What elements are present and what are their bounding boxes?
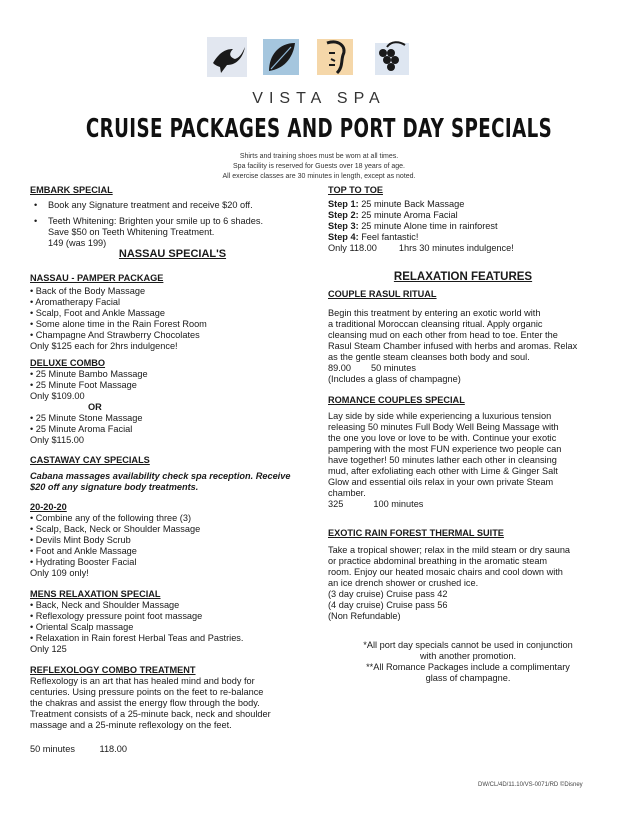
deluxe-heading: DELUXE COMBO	[30, 358, 106, 368]
embark-item: 149 (was 199)	[48, 238, 107, 248]
thermal-line: room. Enjoy our heated mosaic chairs and cool down with	[328, 567, 563, 577]
thermal-line: or practice abdominal breathing in the aromatic steam	[328, 556, 548, 566]
romance-line: mud, after exfoliating each other with Lime & Ginger Salt	[328, 466, 558, 476]
document-code: DW/CL/4D/11.10/VS-0071/RD ©Disney	[478, 782, 583, 788]
rasul-line: Rasul Steam Chamber infused with herbs and aromas. Relax	[328, 341, 578, 351]
step-label: Step 1:	[328, 199, 359, 209]
or-label: OR	[88, 402, 102, 412]
grapes-icon	[367, 35, 411, 79]
price-row	[328, 243, 598, 254]
list-item: • Teeth Whitening: Brighten your smile up to 6 shades.	[34, 216, 264, 226]
list-item: • 25 Minute Foot Massage	[30, 380, 137, 390]
cruise-pass: (3 day cruise) Cruise pass 42	[328, 589, 448, 599]
note-line: All exercise classes are 30 minutes in length, except as noted.	[222, 173, 416, 180]
list-item: • Reflexology pressure point foot massage	[30, 611, 203, 621]
price: Only $109.00	[30, 391, 85, 401]
list-item: • Champagne And Strawberry Chocolates	[30, 330, 200, 340]
step-label: Step 2:	[328, 210, 359, 220]
brand-name: VISTA SPA	[252, 90, 386, 107]
note-line: Spa facility is reserved for Guests over 18 years of age.	[233, 163, 405, 170]
list-item: • 25 Minute Stone Massage	[30, 413, 143, 423]
castaway-line: Cabana massages availability check spa reception. Receive	[30, 471, 291, 481]
list-item: • Devils Mint Body Scrub	[30, 535, 131, 545]
list-item: • Relaxation in Rain forest Herbal Teas and Pastries.	[30, 633, 244, 643]
rasul-line: cleansing mud on each other from head to toe. Enter the	[328, 330, 558, 340]
romance-line: chamber.	[328, 488, 366, 498]
step-row	[328, 210, 598, 221]
pamper-heading: NASSAU - PAMPER PACKAGE	[30, 273, 164, 283]
list-item: • Scalp, Foot and Ankle Massage	[30, 308, 165, 318]
header-notes	[0, 152, 638, 182]
price: Only 118.00	[328, 243, 377, 253]
price: 89.00	[328, 363, 351, 373]
embark-item: Teeth Whitening: Brighten your smile up to 6 shades.	[48, 216, 264, 226]
rasul-line: Begin this treatment by entering an exotic world with	[328, 308, 541, 318]
romance-line: Lay side by side while experiencing a luxurious tension	[328, 411, 552, 421]
reflex-line: massage and a 25-minute reflexology on the feet.	[30, 720, 232, 730]
reflex-line: Treatment consists of a 25-minute back, neck and shoulder	[30, 709, 271, 719]
reflex-line: the chakras and assist the energy flow through the body.	[30, 698, 260, 708]
price: Only $125 each for 2hrs indulgence!	[30, 341, 178, 351]
step-text: 25 minute Back Massage	[358, 199, 465, 209]
list-item: • Combine any of the following three (3)	[30, 513, 192, 523]
reflex-line: centuries. Using pressure points on the feet to re-balance	[30, 687, 264, 697]
relax-heading: RELAXATION FEATURES	[393, 271, 533, 283]
duration: 100 minutes	[373, 499, 424, 509]
castaway-line: $20 off any signature body treatments.	[30, 482, 199, 492]
reflex-line: Reflexology is an art that has healed mind and body for	[30, 676, 255, 686]
toptotoe-heading: TOP TO TOE	[328, 185, 383, 195]
romance-line: pampering with the most FUN experience two people can	[328, 444, 562, 454]
list-item: • Foot and Ankle Massage	[30, 546, 137, 556]
list-item: • 25 Minute Aroma Facial	[30, 424, 133, 434]
list-item: • Back of the Body Massage	[30, 286, 146, 296]
romance-heading: ROMANCE COUPLES SPECIAL	[328, 395, 465, 405]
footnote-line: *All port day specials cannot be used in conjunction	[363, 640, 573, 650]
list-item: • Oriental Scalp massage	[30, 622, 134, 632]
romance-line: Glow and essential oils relax in your own private Steam	[328, 477, 554, 487]
list-item: • Hydrating Booster Facial	[30, 557, 137, 567]
rasul-line: a traditional Moroccan cleansing ritual. Apply organic	[328, 319, 543, 329]
bird-icon	[205, 35, 249, 79]
duration: 50 minutes	[371, 363, 416, 373]
duration: 50 minutes	[30, 744, 75, 754]
face-icon	[313, 35, 357, 79]
castaway-heading: CASTAWAY CAY SPECIALS	[30, 455, 150, 465]
nassau-heading: NASSAU SPECIAL'S	[118, 248, 227, 260]
list-item: • Some alone time in the Rain Forest Room	[30, 319, 207, 329]
footnote-line: glass of champagne.	[425, 673, 511, 683]
rasul-note: (Includes a glass of champagne)	[328, 374, 461, 384]
cruise-pass: (4 day cruise) Cruise pass 56	[328, 600, 448, 610]
header-icons	[205, 35, 420, 83]
thermal-heading: EXOTIC RAIN FOREST THERMAL SUITE	[328, 528, 504, 538]
romance-line: releasing 50 minutes Full Body Well Being Massage with	[328, 422, 559, 432]
step-row	[328, 199, 598, 210]
reflex-heading: REFLEXOLOGY COMBO TREATMENT	[30, 665, 196, 675]
list-item: • Back, Neck and Shoulder Massage	[30, 600, 180, 610]
step-label: Step 4:	[328, 232, 359, 242]
embark-list	[30, 200, 315, 249]
embark-item: Book any Signature treatment and receive $20 off.	[48, 200, 253, 210]
duration: 1hrs 30 minutes indulgence!	[398, 243, 514, 253]
romance-line: the one you love or love to be with. Continue your exotic	[328, 433, 557, 443]
rasul-heading: COUPLE RASUL RITUAL	[328, 289, 437, 299]
footnotes	[328, 640, 598, 684]
twenty-heading: 20-20-20	[30, 502, 67, 512]
leaf-icon	[259, 35, 303, 79]
step-row	[328, 221, 598, 232]
note-line: Shirts and training shoes must be worn at all times.	[239, 153, 399, 160]
embark-item: Save $50 on Teeth Whitening Treatment.	[48, 227, 215, 237]
price: Only 125	[30, 644, 67, 654]
step-row	[328, 232, 598, 243]
mens-heading: MENS RELAXATION SPECIAL	[30, 589, 161, 599]
thermal-line: an ice drench shower or crushed ice.	[328, 578, 479, 588]
step-text: 25 minute Alone time in rainforest	[358, 221, 498, 231]
step-label: Step 3:	[328, 221, 359, 231]
list-item: • Scalp, Back, Neck or Shoulder Massage	[30, 524, 201, 534]
thermal-line: Take a tropical shower; relax in the mild steam or dry sauna	[328, 545, 571, 555]
step-text: 25 minute Aroma Facial	[358, 210, 458, 220]
footnote-line: with another promotion.	[419, 651, 516, 661]
reflex-price-row	[30, 744, 315, 755]
non-refundable: (Non Refundable)	[328, 611, 401, 621]
rasul-line: as the gentle steam cleanses both body and soul.	[328, 352, 530, 362]
romance-line: have together! 50 minutes lather each other in cleansing	[328, 455, 557, 465]
right-column	[328, 185, 598, 684]
left-column	[30, 185, 315, 755]
price: Only $115.00	[30, 435, 84, 445]
price-row	[328, 499, 598, 510]
embark-heading: EMBARK SPECIAL	[30, 185, 113, 195]
list-item: • Book any Signature treatment and receive $20 off.	[34, 200, 253, 210]
footnote-line: **All Romance Packages include a complimentary	[366, 662, 570, 672]
step-text: Feel fantastic!	[358, 232, 419, 242]
price: 325	[328, 499, 344, 509]
list-item: • Aromatherapy Facial	[30, 297, 121, 307]
page-title: CRUISE PACKAGES AND PORT DAY SPECIALS	[85, 114, 553, 144]
price: 118.00	[99, 744, 127, 754]
list-item: • 25 Minute Bambo Massage	[30, 369, 148, 379]
price-row	[328, 363, 598, 374]
price: Only 109 only!	[30, 568, 89, 578]
